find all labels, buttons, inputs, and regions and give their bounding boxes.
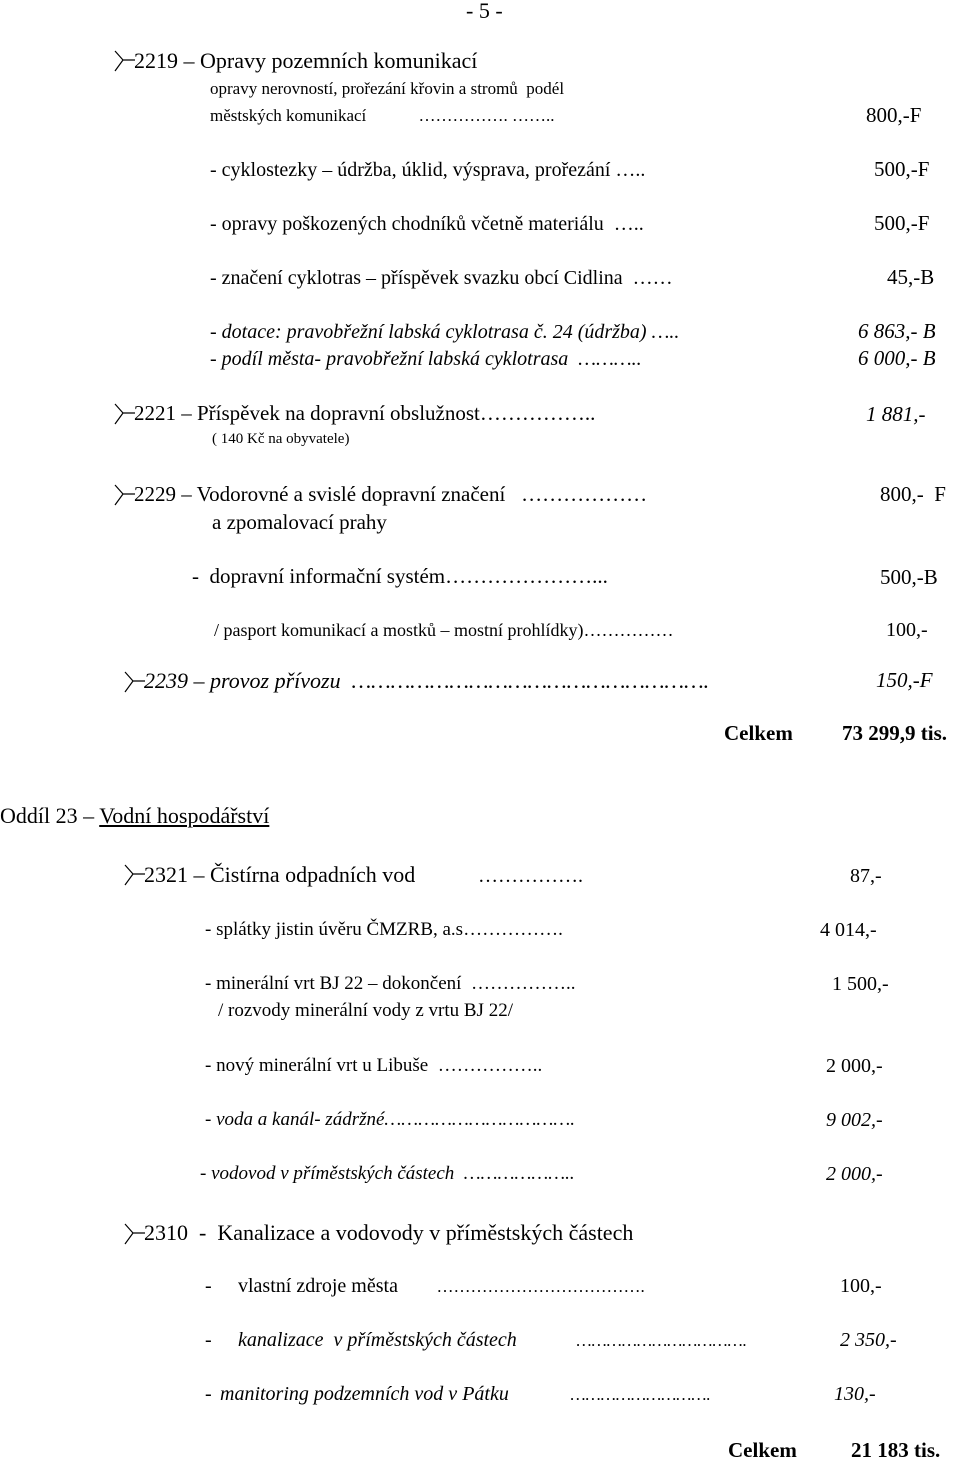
item-2321-row-1: - splátky jistin úvěru ČMZRB, a.s……………. (205, 919, 563, 940)
item-2310-row-1: vlastní zdroje města (238, 1275, 398, 1297)
item-2219-row-2-amount: 500,-F (874, 211, 930, 235)
item-2321-row-1-amount: 4 014,- (820, 919, 877, 941)
item-2321-row-5: - voda a kanál- zádržné……………………………. (205, 1109, 575, 1130)
total-2-amount: 21 183 tis. (851, 1438, 941, 1462)
total-2-label: Celkem (728, 1438, 797, 1462)
item-2321-row-4-amount: 2 000,- (826, 1055, 883, 1077)
item-2321-row-3: / rozvody minerální vody z vrtu BJ 22/ (218, 1000, 513, 1021)
item-2229-title: 2229 – Vodorovné a svislé dopravní značení ……………… (134, 482, 648, 506)
item-2229-row-1: - dopravní informační systém…………………... (192, 564, 608, 588)
item-2221-amount: 1 881,- (866, 402, 926, 426)
section-heading-prefix: Oddíl 23 – (0, 803, 100, 828)
item-2310-row-2-amount: 2 350,- (840, 1329, 897, 1351)
item-2229-title2: a zpomalovací prahy (212, 510, 387, 534)
item-2219-sub2: městských komunikací (210, 106, 367, 125)
section-heading-title: Vodní hospodářství (99, 803, 270, 828)
item-2310-row-2-dash: - (205, 1329, 212, 1351)
item-2321-row-6-amount: 2 000,- (826, 1163, 883, 1185)
item-2219-row-1: - cyklostezky – údržba, úklid, výsprava, prořezání ….. (210, 159, 646, 181)
item-2310-row-1-amount: 100,- (840, 1275, 882, 1297)
item-2229-amount: 800,- F (880, 482, 946, 506)
item-2321-row-4: - nový minerální vrt u Libuše …………….. (205, 1055, 543, 1076)
total-1-amount: 73 299,9 tis. (842, 721, 947, 745)
item-2219-sub2-leader: ……………. …….. (410, 106, 555, 125)
item-2239-amount: 150,-F (876, 668, 933, 692)
item-2219-row-5-amount: 6 000,- B (858, 346, 936, 370)
item-2310-row-3-amount: 130,- (834, 1383, 876, 1405)
item-2310-row-3-dash: - (205, 1383, 212, 1405)
item-2219-sub2-amount: 800,-F (866, 103, 922, 127)
item-2221-title: 2221 – Příspěvek na dopravní obslužnost…………….. (134, 401, 596, 425)
item-2219-row-1-amount: 500,-F (874, 157, 930, 181)
item-2310-row-2: kanalizace v příměstských částech (238, 1329, 517, 1351)
item-2321-row-5-amount: 9 002,- (826, 1109, 883, 1131)
item-2221-note: ( 140 Kč na obyvatele) (212, 431, 350, 447)
item-2310-row-3: manitoring podzemních vod v Pátku (220, 1383, 509, 1405)
item-2219-row-4: - dotace: pravobřežní labská cyklotrasa č. 24 (údržba) ….. (210, 321, 680, 343)
item-2219-row-4-amount: 6 863,- B (858, 319, 936, 343)
item-2219-title: 2219 – Opravy pozemních komunikací (134, 48, 478, 73)
item-2321-leader: ……………. (468, 865, 583, 887)
item-2310-row-2-leader: ……………………………. (568, 1331, 748, 1350)
item-2219-row-3: - značení cyklotras – příspěvek svazku obcí Cidlina …… (210, 267, 673, 289)
item-2321-row-2: - minerální vrt BJ 22 – dokončení …………….. (205, 973, 576, 994)
section-heading (0, 805, 269, 827)
item-2219-sub1: opravy nerovností, prořezání křovin a stromů podél (210, 79, 565, 98)
item-2219-row-5: - podíl města- pravobřežní labská cyklotrasa ……….. (210, 348, 642, 370)
item-2219-row-3-amount: 45,-B (887, 265, 935, 289)
total-1-label: Celkem (724, 721, 793, 745)
item-2239-title: 2239 – provoz přívozu ………………………………………………. (144, 668, 710, 693)
item-2321-row-6: - vodovod v příměstských částech ……………….. (200, 1163, 575, 1184)
item-2229-row-2-amount: 100,- (886, 619, 928, 641)
item-2219-row-2: - opravy poškozených chodníků včetně materiálu ….. (210, 213, 644, 235)
item-2229-row-2: / pasport komunikací a mostků – mostní prohlídky)…………… (214, 620, 674, 640)
item-2229-row-1-amount: 500,-B (880, 565, 938, 589)
item-2321-amount: 87,- (850, 865, 882, 887)
item-2321-title: 2321 – Čistírna odpadních vod (144, 862, 416, 887)
item-2310-title: 2310 - Kanalizace a vodovody v příměstských částech (144, 1220, 634, 1245)
item-2310-row-3-leader: ………………………. (562, 1385, 711, 1404)
item-2310-row-1-leader: ………………………………. (428, 1277, 645, 1296)
page-number: - 5 - (466, 0, 503, 23)
item-2310-row-1-dash: - (205, 1275, 212, 1297)
item-2321-row-2-amount: 1 500,- (832, 973, 889, 995)
